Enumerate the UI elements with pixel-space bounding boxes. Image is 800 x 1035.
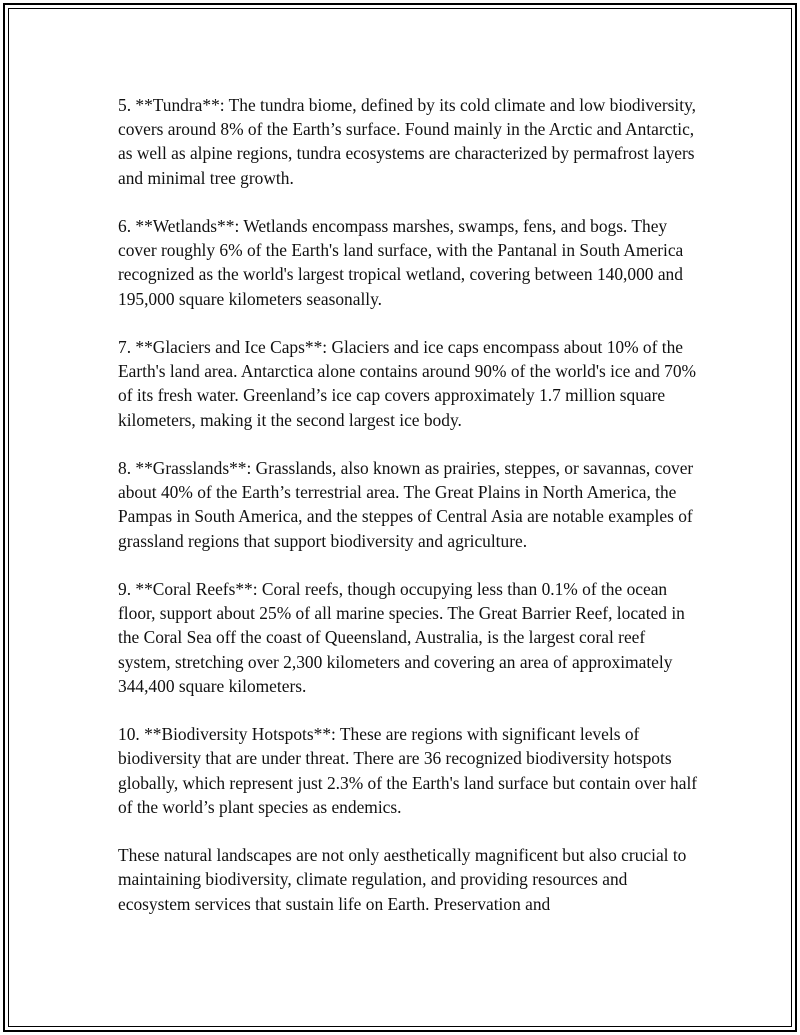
document-body xyxy=(118,93,698,940)
paragraph-grasslands: 8. **Grasslands**: Grasslands, also known as prairies, steppes, or savannas, cover about 40% of the Earth’s terrestrial area. The Great Plains in North America, the Pampas in South America, and the steppes of Central Asia are notable examples of grassland regions that support biodiversity and agriculture. xyxy=(118,458,694,551)
paragraph-glaciers: 7. **Glaciers and Ice Caps**: Glaciers and ice caps encompass about 10% of the Earth's land area. Antarctica alone contains around 90% of the world's ice and 70% of its fresh water. Greenland’s ice cap covers approximately 1.7 million square kilometers, making it the second largest ice body. xyxy=(118,337,697,430)
paragraph-conclusion: These natural landscapes are not only aesthetically magnificent but also crucial to maintaining biodiversity, climate regulation, and providing resources and ecosystem services that sustain life on Earth. Preservation and xyxy=(118,845,687,914)
paragraph-coral-reefs: 9. **Coral Reefs**: Coral reefs, though occupying less than 0.1% of the ocean floor, support about 25% of all marine species. The Great Barrier Reef, located in the Coral Sea off the coast of Queensland, Australia, is the largest coral reef system, stretching over 2,300 kilometers and covering an area of approximately 344,400 square kilometers. xyxy=(118,579,685,696)
paragraph-tundra: 5. **Tundra**: The tundra biome, defined by its cold climate and low biodiversity, covers around 8% of the Earth’s surface. Found mainly in the Arctic and Antarctic, as well as alpine regions, tundra ecosystems are characterized by permafrost layers and minimal tree growth. xyxy=(118,95,696,188)
paragraph-wetlands: 6. **Wetlands**: Wetlands encompass marshes, swamps, fens, and bogs. They cover roughly 6% of the Earth's land surface, with the Pantanal in South America recognized as the world's largest tropical wetland, covering between 140,000 and 195,000 square kilometers seasonally. xyxy=(118,216,684,309)
paragraph-biodiversity-hotspots: 10. **Biodiversity Hotspots**: These are regions with significant levels of biodiversity that are under threat. There are 36 recognized biodiversity hotspots globally, which represent just 2.3% of the Earth's land surface but contain over half of the world’s plant species as endemics. xyxy=(118,724,698,817)
